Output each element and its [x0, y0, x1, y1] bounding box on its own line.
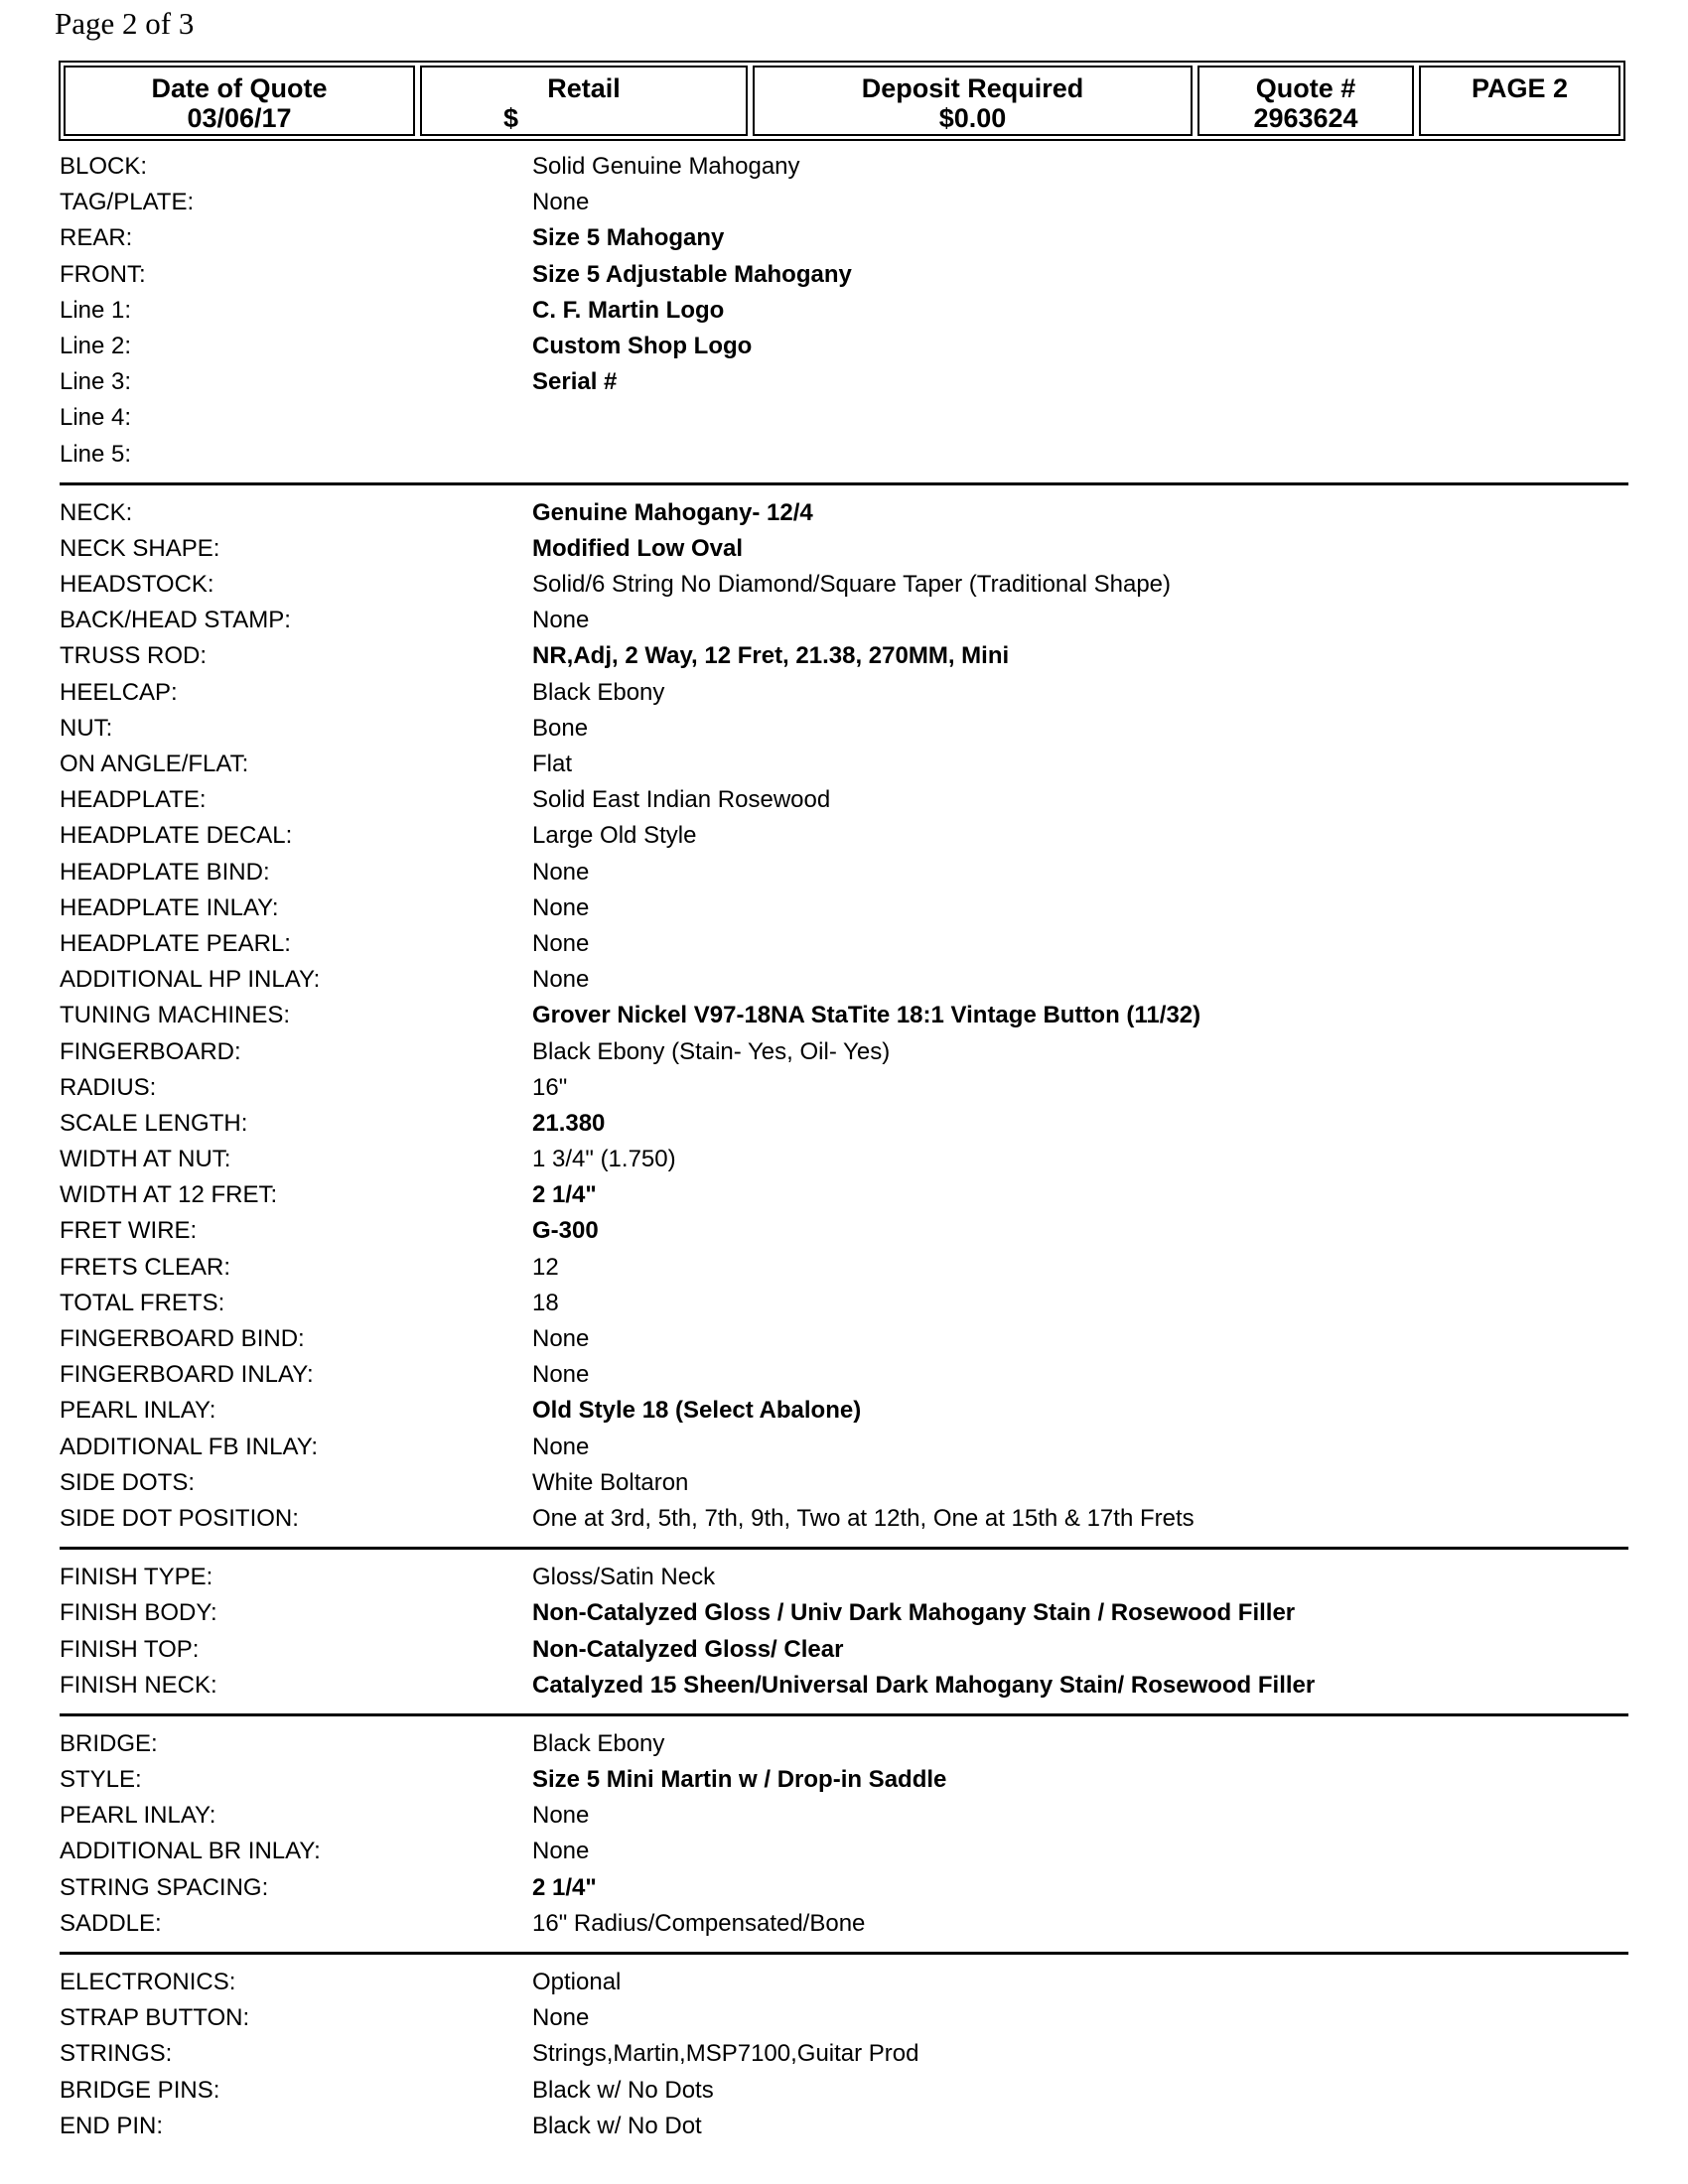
spec-row	[60, 1465, 1628, 1501]
spec-value: None	[532, 1838, 590, 1865]
spec-label: ADDITIONAL FB INLAY:	[60, 1433, 319, 1460]
spec-row	[60, 329, 1628, 364]
spec-label: TOTAL FRETS:	[60, 1289, 225, 1316]
spec-label: PEARL INLAY:	[60, 1802, 216, 1830]
spec-label: RADIUS:	[60, 1073, 157, 1101]
spec-label: BRIDGE PINS:	[60, 2076, 220, 2104]
spec-value: None	[532, 1325, 590, 1352]
spec-row	[60, 1632, 1628, 1668]
spec-value: Old Style 18 (Select Abalone)	[532, 1397, 862, 1425]
spec-value: Non-Catalyzed Gloss/ Clear	[532, 1635, 844, 1663]
spec-label: NECK SHAPE:	[60, 534, 220, 562]
spec-label: SIDE DOTS:	[60, 1468, 196, 1496]
deposit-required-label: Deposit Required	[861, 73, 1084, 103]
spec-row	[60, 1726, 1628, 1762]
spec-label: STYLE:	[60, 1766, 142, 1794]
spec-label: STRAP BUTTON:	[60, 2004, 250, 2032]
spec-value: Non-Catalyzed Gloss / Univ Dark Mahogany Stain / Rosewood Filler	[532, 1599, 1296, 1627]
spec-label: HEADPLATE DECAL:	[60, 822, 293, 850]
spec-row	[60, 926, 1628, 962]
spec-row	[60, 1668, 1628, 1704]
spec-row	[60, 1321, 1628, 1357]
spec-label: TAG/PLATE:	[60, 189, 195, 216]
spec-row	[60, 531, 1628, 567]
page-number: Page 2 of 3	[55, 6, 195, 41]
spec-label: TUNING MACHINES:	[60, 1002, 291, 1029]
spec-value: Size 5 Adjustable Mahogany	[532, 260, 852, 288]
spec-value: 2 1/4"	[532, 1873, 597, 1901]
spec-row	[60, 567, 1628, 603]
spec-label: Line 2:	[60, 332, 132, 359]
spec-label: ADDITIONAL HP INLAY:	[60, 966, 321, 994]
spec-value: 12	[532, 1253, 559, 1281]
spec-section	[60, 1547, 1628, 1704]
spec-label: HEADPLATE PEARL:	[60, 929, 291, 957]
spec-value: Solid Genuine Mahogany	[532, 153, 800, 180]
spec-row	[60, 998, 1628, 1033]
spec-row	[60, 1834, 1628, 1869]
spec-value: None	[532, 1361, 590, 1389]
spec-row	[60, 149, 1628, 185]
spec-value: Black w/ No Dot	[532, 2112, 702, 2139]
spec-label: ON ANGLE/FLAT:	[60, 751, 249, 777]
spec-row	[60, 1595, 1628, 1631]
spec-section	[60, 482, 1628, 1537]
quote-number-label: Quote #	[1255, 73, 1356, 103]
spec-row	[60, 1965, 1628, 2000]
spec-label: BRIDGE:	[60, 1729, 158, 1757]
spec-value: None	[532, 189, 590, 216]
quote-number-value: 2963624	[1253, 103, 1358, 133]
spec-value: Solid/6 String No Diamond/Square Taper (Traditional Shape)	[532, 571, 1172, 599]
spec-row	[60, 220, 1628, 256]
spec-label: WIDTH AT NUT:	[60, 1146, 231, 1173]
spec-value: 2 1/4"	[532, 1181, 597, 1209]
spec-row	[60, 782, 1628, 818]
spec-row	[60, 400, 1628, 436]
spec-value: Large Old Style	[532, 822, 697, 850]
retail-value: $	[503, 103, 519, 133]
spec-row	[60, 437, 1628, 473]
spec-row	[60, 1034, 1628, 1070]
spec-label: NUT:	[60, 714, 113, 742]
spec-value: None	[532, 858, 590, 886]
spec-value: Custom Shop Logo	[532, 332, 753, 359]
page-tag-cell	[1419, 66, 1620, 136]
spec-value: 16"	[532, 1073, 568, 1101]
spec-row	[60, 1430, 1628, 1465]
spec-value: NR,Adj, 2 Way, 12 Fret, 21.38, 270MM, Mini	[532, 642, 1010, 670]
spec-label: STRINGS:	[60, 2040, 173, 2068]
retail-label: Retail	[547, 73, 621, 103]
spec-row	[60, 818, 1628, 854]
spec-row	[60, 257, 1628, 293]
spec-label: END PIN:	[60, 2112, 164, 2139]
spec-label: FINISH BODY:	[60, 1599, 217, 1627]
spec-value: Genuine Mahogany- 12/4	[532, 498, 813, 526]
spec-row	[60, 2109, 1628, 2144]
spec-label: HEELCAP:	[60, 678, 178, 706]
spec-label: NECK:	[60, 498, 133, 526]
spec-label: BACK/HEAD STAMP:	[60, 607, 291, 634]
spec-label: FRET WIRE:	[60, 1217, 198, 1245]
spec-label: Line 4:	[60, 404, 132, 432]
deposit-required-value: $0.00	[938, 103, 1007, 133]
spec-label: ELECTRONICS:	[60, 1969, 236, 1995]
spec-value: Modified Low Oval	[532, 534, 744, 562]
spec-row	[60, 1798, 1628, 1834]
spec-value: G-300	[532, 1217, 599, 1245]
date-of-quote-label: Date of Quote	[151, 73, 328, 103]
spec-value: None	[532, 1802, 590, 1830]
spec-value: 16" Radius/Compensated/Bone	[532, 1909, 866, 1937]
spec-label: HEADSTOCK:	[60, 571, 214, 599]
spec-value: 1 3/4" (1.750)	[532, 1146, 676, 1173]
quote-number-cell	[1197, 66, 1414, 136]
spec-label: FINGERBOARD:	[60, 1037, 241, 1065]
spec-row	[60, 1250, 1628, 1286]
spec-value: None	[532, 929, 590, 957]
spec-label: PEARL INLAY:	[60, 1397, 216, 1425]
spec-row	[60, 495, 1628, 531]
spec-row	[60, 1142, 1628, 1177]
spec-label: STRING SPACING:	[60, 1873, 269, 1901]
spec-section	[60, 1952, 1628, 2144]
spec-row	[60, 364, 1628, 400]
spec-value: None	[532, 966, 590, 994]
spec-list	[60, 149, 1628, 2144]
spec-row	[60, 890, 1628, 926]
spec-value: None	[532, 607, 590, 634]
deposit-cell	[753, 66, 1193, 136]
spec-value: Optional	[532, 1969, 622, 1995]
spec-row	[60, 1177, 1628, 1213]
spec-label: HEADPLATE:	[60, 786, 207, 814]
spec-section	[60, 1713, 1628, 1942]
spec-value: None	[532, 893, 590, 921]
spec-label: FINISH NECK:	[60, 1671, 217, 1699]
spec-section	[60, 149, 1628, 473]
spec-row	[60, 2000, 1628, 2036]
spec-value: C. F. Martin Logo	[532, 296, 725, 324]
spec-value: One at 3rd, 5th, 7th, 9th, Two at 12th, One at 15th & 17th Frets	[532, 1504, 1195, 1532]
spec-label: FRETS CLEAR:	[60, 1253, 231, 1281]
spec-row	[60, 2036, 1628, 2072]
spec-row	[60, 962, 1628, 998]
spec-row	[60, 1213, 1628, 1249]
spec-row	[60, 1070, 1628, 1106]
spec-value: Flat	[532, 751, 573, 777]
quote-header-table	[59, 61, 1625, 141]
spec-row	[60, 1286, 1628, 1321]
spec-row	[60, 1393, 1628, 1429]
spec-row	[60, 185, 1628, 220]
spec-value: 21.380	[532, 1109, 606, 1137]
spec-label: SCALE LENGTH:	[60, 1109, 248, 1137]
spec-value: Black Ebony (Stain- Yes, Oil- Yes)	[532, 1037, 891, 1065]
spec-label: FINISH TOP:	[60, 1635, 200, 1663]
spec-row	[60, 1501, 1628, 1537]
spec-label: ADDITIONAL BR INLAY:	[60, 1838, 321, 1865]
spec-row	[60, 711, 1628, 747]
spec-label: HEADPLATE BIND:	[60, 858, 270, 886]
spec-label: SIDE DOT POSITION:	[60, 1504, 299, 1532]
spec-label: BLOCK:	[60, 153, 148, 180]
spec-row	[60, 2073, 1628, 2109]
spec-label: SADDLE:	[60, 1909, 162, 1937]
spec-row	[60, 603, 1628, 638]
spec-value: Serial #	[532, 368, 618, 396]
date-of-quote-value: 03/06/17	[187, 103, 292, 133]
page-tag: PAGE 2	[1471, 73, 1569, 103]
spec-row	[60, 1762, 1628, 1798]
spec-row	[60, 293, 1628, 329]
spec-row	[60, 1870, 1628, 1906]
spec-value: White Boltaron	[532, 1468, 689, 1496]
spec-row	[60, 638, 1628, 674]
retail-cell	[420, 66, 748, 136]
spec-label: FINGERBOARD INLAY:	[60, 1361, 314, 1389]
spec-row	[60, 1906, 1628, 1942]
spec-label: Line 1:	[60, 296, 132, 324]
spec-row	[60, 675, 1628, 711]
spec-value: Black w/ No Dots	[532, 2076, 714, 2104]
spec-row	[60, 1560, 1628, 1595]
spec-row	[60, 1357, 1628, 1393]
spec-label: WIDTH AT 12 FRET:	[60, 1181, 278, 1209]
spec-value: Size 5 Mini Martin w / Drop-in Saddle	[532, 1766, 947, 1794]
spec-value: None	[532, 2004, 590, 2032]
spec-value: Strings,Martin,MSP7100,Guitar Prod	[532, 2040, 919, 2068]
spec-value: Solid East Indian Rosewood	[532, 786, 831, 814]
spec-label: FINGERBOARD BIND:	[60, 1325, 305, 1352]
spec-value: None	[532, 1433, 590, 1460]
spec-value: 18	[532, 1289, 559, 1316]
spec-value: Grover Nickel V97-18NA StaTite 18:1 Vintage Button (11/32)	[532, 1002, 1201, 1029]
spec-row	[60, 1106, 1628, 1142]
spec-label: TRUSS ROD:	[60, 642, 208, 670]
spec-value: Size 5 Mahogany	[532, 224, 725, 252]
spec-value: Bone	[532, 714, 589, 742]
spec-label: FRONT:	[60, 260, 146, 288]
spec-label: Line 5:	[60, 440, 132, 468]
spec-value: Black Ebony	[532, 1729, 665, 1757]
spec-value: Gloss/Satin Neck	[532, 1564, 716, 1591]
spec-value: Catalyzed 15 Sheen/Universal Dark Mahogany Stain/ Rosewood Filler	[532, 1671, 1316, 1699]
spec-row	[60, 855, 1628, 890]
spec-label: Line 3:	[60, 368, 132, 396]
spec-label: REAR:	[60, 224, 133, 252]
spec-label: FINISH TYPE:	[60, 1564, 213, 1591]
date-of-quote-cell	[64, 66, 415, 136]
spec-label: HEADPLATE INLAY:	[60, 893, 279, 921]
spec-value: Black Ebony	[532, 678, 665, 706]
spec-row	[60, 747, 1628, 782]
